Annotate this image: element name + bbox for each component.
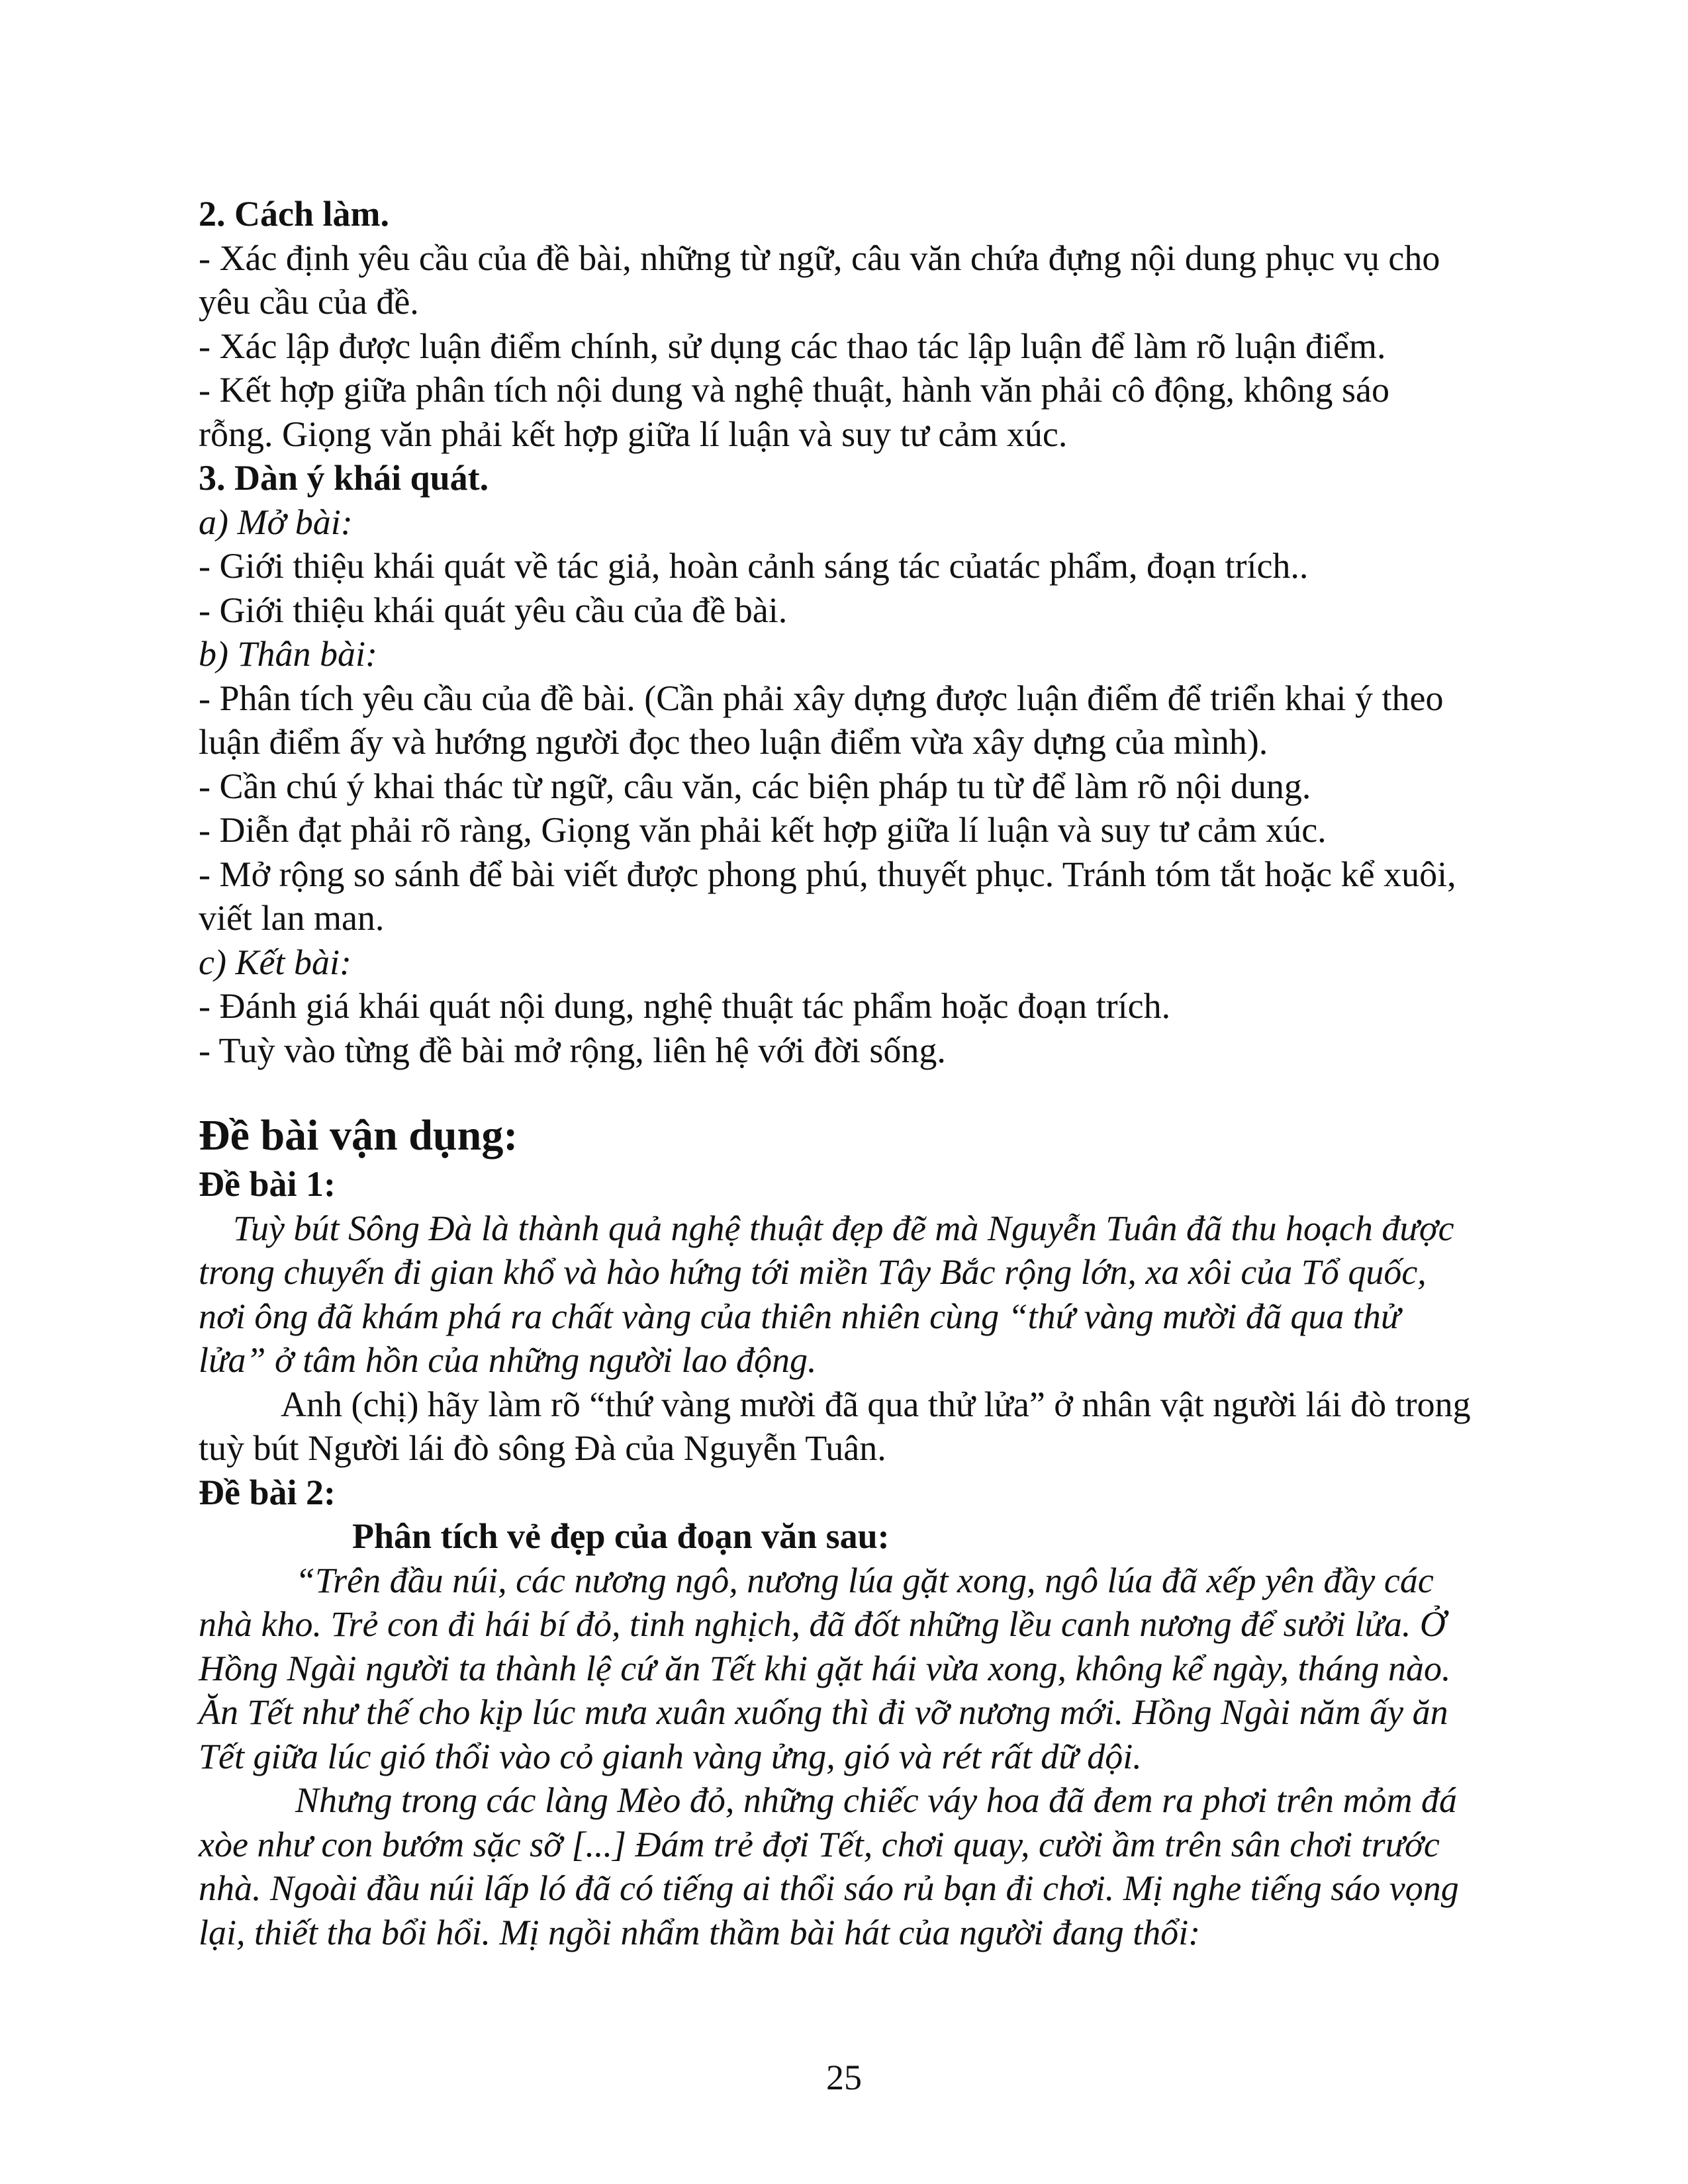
than-bai-line: - Cần chú ý khai thác từ ngữ, câu văn, các biện pháp tu từ để làm rõ nội dung.	[199, 766, 1311, 806]
exercises-heading: Đề bài vận dụng:	[199, 1111, 518, 1160]
exercise-2-para1-line: nhà kho. Trẻ con đi hái bí đỏ, tinh nghịch, đã đốt những lều canh nương để sưởi lửa. Ở	[199, 1604, 1446, 1644]
exercise-2-para2-line: xòe như con bướm sặc sỡ [...] Đám trẻ đợi Tết, chơi quay, cười ầm trên sân chơi trước	[199, 1824, 1440, 1864]
exercise-2-para1-line: “Trên đầu núi, các nương ngô, nương lúa gặt xong, ngô lúa đã xếp yên đầy các	[295, 1560, 1434, 1600]
than-bai-line: luận điểm ấy và hướng người đọc theo luận điểm vừa xây dựng của mình).	[199, 722, 1268, 762]
section-2-line: yêu cầu của đề.	[199, 282, 419, 322]
exercise-1-quote-line: trong chuyến đi gian khổ và hào hứng tới miền Tây Bắc rộng lớn, xa xôi của Tổ quốc,	[199, 1252, 1427, 1292]
exercise-1-quote-line: nơi ông đã khám phá ra chất vàng của thiên nhiên cùng “thứ vàng mười đã qua thử	[199, 1296, 1401, 1336]
section-2-heading: 2. Cách làm.	[199, 194, 389, 234]
mo-bai-heading: a) Mở bài:	[199, 502, 353, 542]
exercise-1-quote-line: Tuỳ bút Sông Đà là thành quả nghệ thuật đẹp đẽ mà Nguyễn Tuân đã thu hoạch được	[233, 1208, 1454, 1248]
than-bai-line: viết lan man.	[199, 898, 385, 938]
than-bai-line: - Mở rộng so sánh để bài viết được phong phú, thuyết phục. Tránh tóm tắt hoặc kể xuôi,	[199, 854, 1456, 894]
section-2-line: rỗng. Giọng văn phải kết hợp giữa lí luận và suy tư cảm xúc.	[199, 414, 1068, 454]
exercise-1-quote-line: lửa” ở tâm hồn của những người lao động.	[199, 1340, 817, 1380]
section-2-line: - Xác định yêu cầu của đề bài, những từ ngữ, câu văn chứa đựng nội dung phục vụ cho	[199, 238, 1440, 278]
than-bai-line: - Phân tích yêu cầu của đề bài. (Cần phải xây dựng được luận điểm để triển khai ý theo	[199, 678, 1444, 718]
ket-bai-line: - Đánh giá khái quát nội dung, nghệ thuật tác phẩm hoặc đoạn trích.	[199, 986, 1171, 1026]
exercise-2-para1-line: Hồng Ngài người ta thành lệ cứ ăn Tết khi gặt hái vừa xong, không kể ngày, tháng nào.	[199, 1648, 1451, 1688]
than-bai-heading: b) Thân bài:	[199, 634, 377, 674]
exercise-2-heading: Đề bài 2:	[199, 1472, 336, 1512]
document-page	[199, 192, 1562, 1954]
exercise-2-para2-line: nhà. Ngoài đầu núi lấp ló đã có tiếng ai thổi sáo rủ bạn đi chơi. Mị nghe tiếng sáo vọng	[199, 1868, 1459, 1908]
ket-bai-line: - Tuỳ vào từng đề bài mở rộng, liên hệ với đời sống.	[199, 1030, 946, 1070]
mo-bai-line: - Giới thiệu khái quát yêu cầu của đề bài.	[199, 590, 788, 630]
exercise-1-heading: Đề bài 1:	[199, 1164, 336, 1204]
exercise-2-para1-line: Ăn Tết như thế cho kịp lúc mưa xuân xuống thì đi vỡ nương mới. Hồng Ngài năm ấy ăn	[199, 1692, 1448, 1732]
exercise-1-task-line: Anh (chị) hãy làm rõ “thứ vàng mười đã qua thử lửa” ở nhân vật người lái đò trong	[281, 1384, 1471, 1424]
page-number: 25	[826, 2058, 862, 2097]
section-3-heading: 3. Dàn ý khái quát.	[199, 458, 489, 498]
ket-bai-heading: c) Kết bài:	[199, 942, 352, 982]
mo-bai-line: - Giới thiệu khái quát về tác giả, hoàn cảnh sáng tác củatác phẩm, đoạn trích..	[199, 546, 1309, 586]
exercise-2-para1-line: Tết giữa lúc gió thổi vào cỏ gianh vàng ửng, gió và rét rất dữ dội.	[199, 1736, 1142, 1776]
section-2-line: - Kết hợp giữa phân tích nội dung và nghệ thuật, hành văn phải cô động, không sáo	[199, 370, 1389, 410]
than-bai-line: - Diễn đạt phải rõ ràng, Giọng văn phải kết hợp giữa lí luận và suy tư cảm xúc.	[199, 810, 1327, 850]
exercise-2-para2-line: Nhưng trong các làng Mèo đỏ, những chiếc váy hoa đã đem ra phơi trên mỏm đá	[295, 1780, 1457, 1820]
exercise-2-task: Phân tích vẻ đẹp của đoạn văn sau:	[352, 1516, 890, 1556]
section-2-line: - Xác lập được luận điểm chính, sử dụng các thao tác lập luận để làm rõ luận điểm.	[199, 326, 1386, 366]
exercise-2-para2-line: lại, thiết tha bổi hổi. Mị ngồi nhẩm thầm bài hát của người đang thổi:	[199, 1912, 1201, 1952]
exercise-1-task-line: tuỳ bút Người lái đò sông Đà của Nguyễn Tuân.	[199, 1428, 886, 1468]
